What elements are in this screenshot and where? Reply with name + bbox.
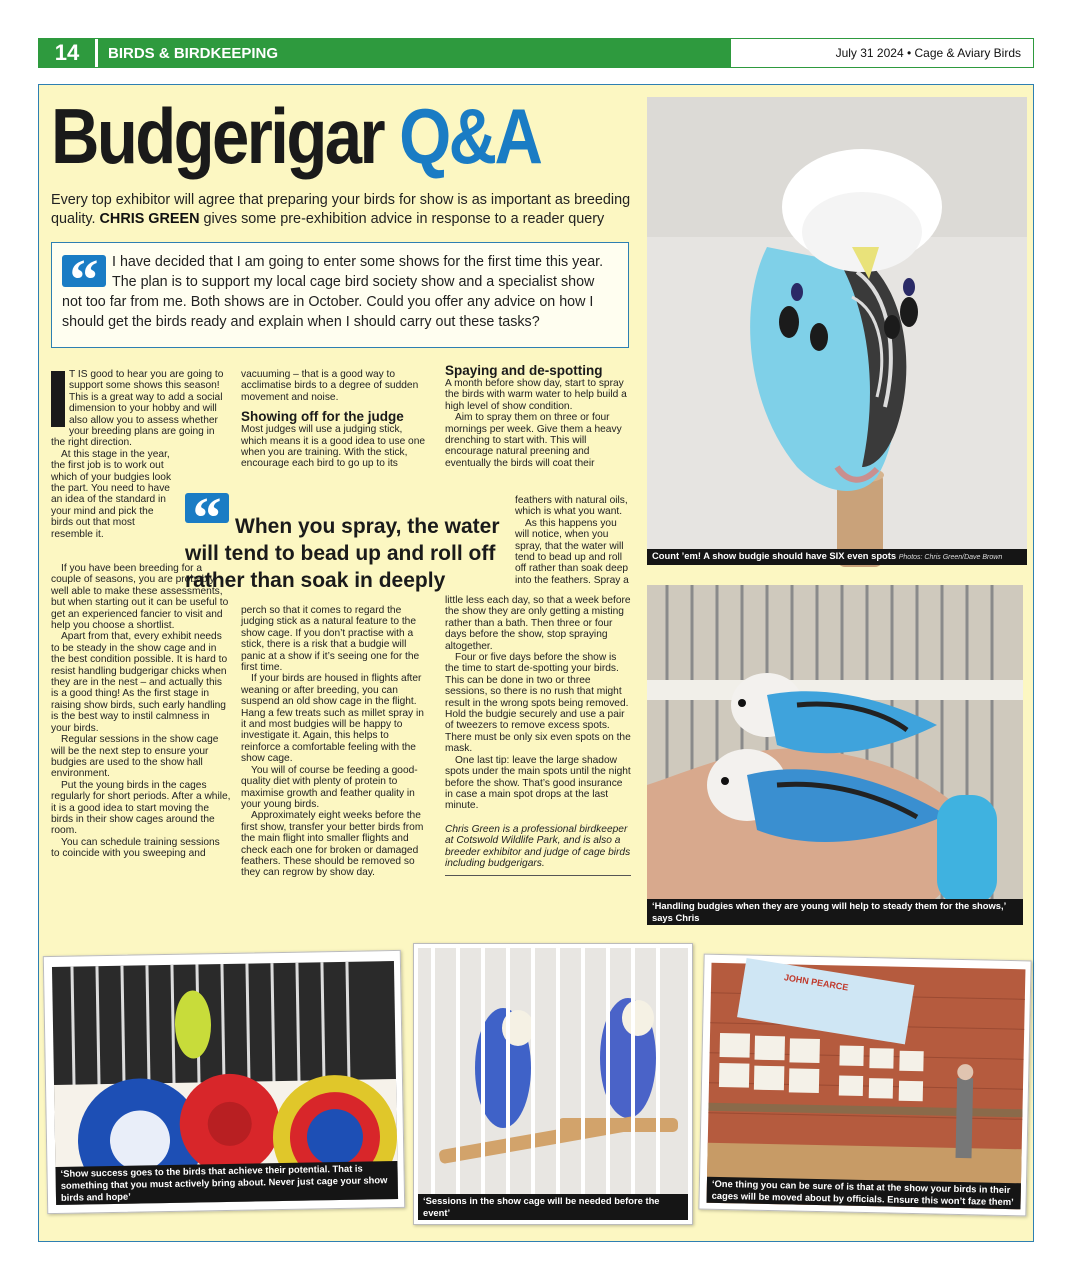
- paragraph: You will of course be feeding a good-quality diet with plenty of protein to maximise growth and feather quality in your young birds.: [241, 764, 418, 810]
- photo-frame-rosettes: [43, 950, 405, 1214]
- paragraph: If you have been breeding for a couple of seasons, you are probably well able to make these assessments, but when starting out it can be useful to get an experienced fancier to visit and help you choose a shortlist.: [51, 563, 229, 632]
- quote-icon: “: [185, 493, 229, 523]
- author-name: CHRIS GREEN: [99, 211, 200, 227]
- paragraph: If your birds are housed in flights after weaning or after breeding, you can suspend an old show cage in the flight. Hang a few treats such as millet spray in it and most budgies will be happy to investigate it. Again, this helps to reinforce a comfortable feeling with the show cage.: [241, 673, 424, 765]
- quote-icon: “: [62, 255, 106, 287]
- paragraph: Most judges will use a judging stick, which means it is a good idea to use one when you are training. With the stick, encourage each bird to go up to its: [241, 424, 426, 470]
- column-2-cont: [241, 605, 427, 879]
- paragraph: Put the young birds in the cages regularly for short periods. After a while, it is a good idea to start moving the birds in their show cages around the room.: [51, 779, 231, 837]
- column-3-narrow: [515, 495, 631, 586]
- title-main: Budgerigar: [51, 92, 384, 180]
- page-header: [38, 38, 1034, 68]
- paragraph: A month before show day, start to spray the birds with warm water to help build a high level of show condition.: [445, 378, 627, 412]
- photo-hand-budgies: [647, 585, 1023, 925]
- subheading: Showing off for the judge: [241, 409, 404, 425]
- author-bio: Chris Green is a professional birdkeeper at Cotswold Wildlife Park, and is also a breeder exhibitor and judge of cage birds including budgerigars.: [445, 823, 631, 869]
- caption-text: Count ’em! A show budgie should have SIX even spots: [652, 550, 897, 561]
- standfirst-text-2: gives some pre-exhibition advice in response to a reader query: [203, 211, 605, 227]
- title-accent: Q&A: [399, 92, 541, 180]
- paragraph: Apart from that, every exhibit needs to be steady in the show cage and in the best condition possible. It is hard to resist handling budgerigar chicks when they are in the nest – and actually this is a good thing! As the first stage in raising show birds, such early handling is the best way to instil calmness in your birds.: [51, 631, 228, 734]
- column-3: [445, 363, 631, 469]
- paragraph: Aim to spray them on three or four mornings per week. Give them a heavy drenching to start with. This will encourage natural preening and eventually the birds will coat their: [445, 412, 622, 469]
- paragraph: T IS good to hear you are going to support some shows this season! This is a great way to add a social dimension to your hobby and will also allow you to assess whether your breeding plans are going in the right direction.: [51, 369, 224, 449]
- section-title: BIRDS & BIRDKEEPING: [95, 39, 731, 67]
- page-number: 14: [39, 39, 95, 67]
- paragraph: perch so that it comes to regard the judging stick as a natural feature to the show cage. If you don’t practise with a stick, there is a risk that a budgie will panic at a show if it’s seeing one for the first time.: [241, 605, 420, 674]
- dateline: July 31 2024 • Cage & Aviary Birds: [731, 39, 1033, 67]
- banner-text: JOHN PEARCE: [783, 972, 850, 993]
- budgie-illustration: [647, 97, 1027, 565]
- paragraph: little less each day, so that a week before the show they are only getting a misting rather than a bath. Then three or four days before the show, stop spraying altogether.: [445, 595, 631, 652]
- photo-show-hall: [707, 963, 1026, 1210]
- paragraph: vacuuming – that is a good way to acclimatise birds to a degree of sudden movement and noise.: [241, 369, 419, 403]
- reader-query: [51, 242, 629, 348]
- photo-frame-show-hall: [698, 954, 1031, 1217]
- column-1-cont: [51, 563, 231, 860]
- pull-quote: [185, 485, 515, 594]
- photo-show-cage: [418, 948, 688, 1220]
- photo-frame-show-cage: [413, 943, 693, 1225]
- show-hall-illustration: [707, 963, 1026, 1210]
- article-title: [51, 91, 540, 181]
- article-panel: [38, 84, 1034, 1242]
- subheading: Spaying and de-spotting: [445, 363, 603, 378]
- divider: [445, 875, 631, 876]
- caption: ‘Handling budgies when they are young will help to steady them for the shows,’ says Chris: [647, 899, 1023, 925]
- column-3-cont: [445, 595, 631, 882]
- hand-illustration: [647, 585, 1023, 925]
- paragraph: feathers with natural oils, which is what you want.: [515, 495, 628, 518]
- caption: ‘Show success goes to the birds that achieve their potential. That is something that you must actively bring about. Never just cage your show birds and hope’: [55, 1161, 398, 1205]
- show-cage-illustration: [418, 948, 688, 1220]
- standfirst-text: Every top exhibitor will agree that preparing your birds for show is as important as breeding quality.: [51, 192, 631, 227]
- photo-show-budgie: [647, 97, 1027, 565]
- drop-cap: [51, 371, 65, 427]
- pull-quote-text: When you spray, the water will tend to bead up and roll off rather than soak in deeply: [185, 515, 500, 592]
- paragraph: One last tip: leave the large shadow spots under the main spots until the night before the show. That’s good insurance in case a main spot drops at the last minute.: [445, 754, 631, 812]
- paragraph: At this stage in the year, the first job is to work out which of your budgies look the part. You need to have an idea of the standard in your mind and pick the birds out that most resemble it.: [51, 448, 172, 540]
- standfirst: [51, 191, 631, 229]
- caption: ‘One thing you can be sure of is that at the show your birds in their cages will be moved about by officials. Ensure this won’t faze them’: [707, 1177, 1021, 1210]
- paragraph: As this happens you will notice, when you spray, that the water will tend to bead up and roll off rather than soak deep into the feathers. Spray a: [515, 517, 629, 586]
- caption: ‘Sessions in the show cage will be needed before the event’: [418, 1194, 688, 1220]
- photo-credit: Photos: Chris Green/Dave Brown: [898, 554, 1003, 561]
- column-2: [241, 369, 427, 470]
- paragraph: Four or five days before the show is the time to start de-spotting your birds. This can be done in two or three sessions, so there is no rush that might result in the wrong spots being removed. Hold the budgie securely and use a pair of tweezers to remove excess spots. There must be only six even spots on the mask.: [445, 652, 631, 755]
- query-text: I have decided that I am going to enter some shows for the first time this year. The plan is to support my local cage bird society show and a specialist show not too far from me. Both shows are in October. Could you offer any advice on how I should get the birds ready and explain when I should carry out these tasks?: [62, 254, 604, 330]
- caption: [647, 549, 1027, 565]
- paragraph: Approximately eight weeks before the first show, transfer your better birds from the main flight into smaller flights and check each one for broken or damaged feathers. These should be removed so they can regrow by show day.: [241, 810, 424, 879]
- photo-rosettes: [52, 961, 398, 1205]
- paragraph: You can schedule training sessions to coincide with you sweeping and: [51, 836, 220, 860]
- paragraph: Regular sessions in the show cage will be the next step to ensure your budgies are used to the show hall environment.: [51, 734, 219, 780]
